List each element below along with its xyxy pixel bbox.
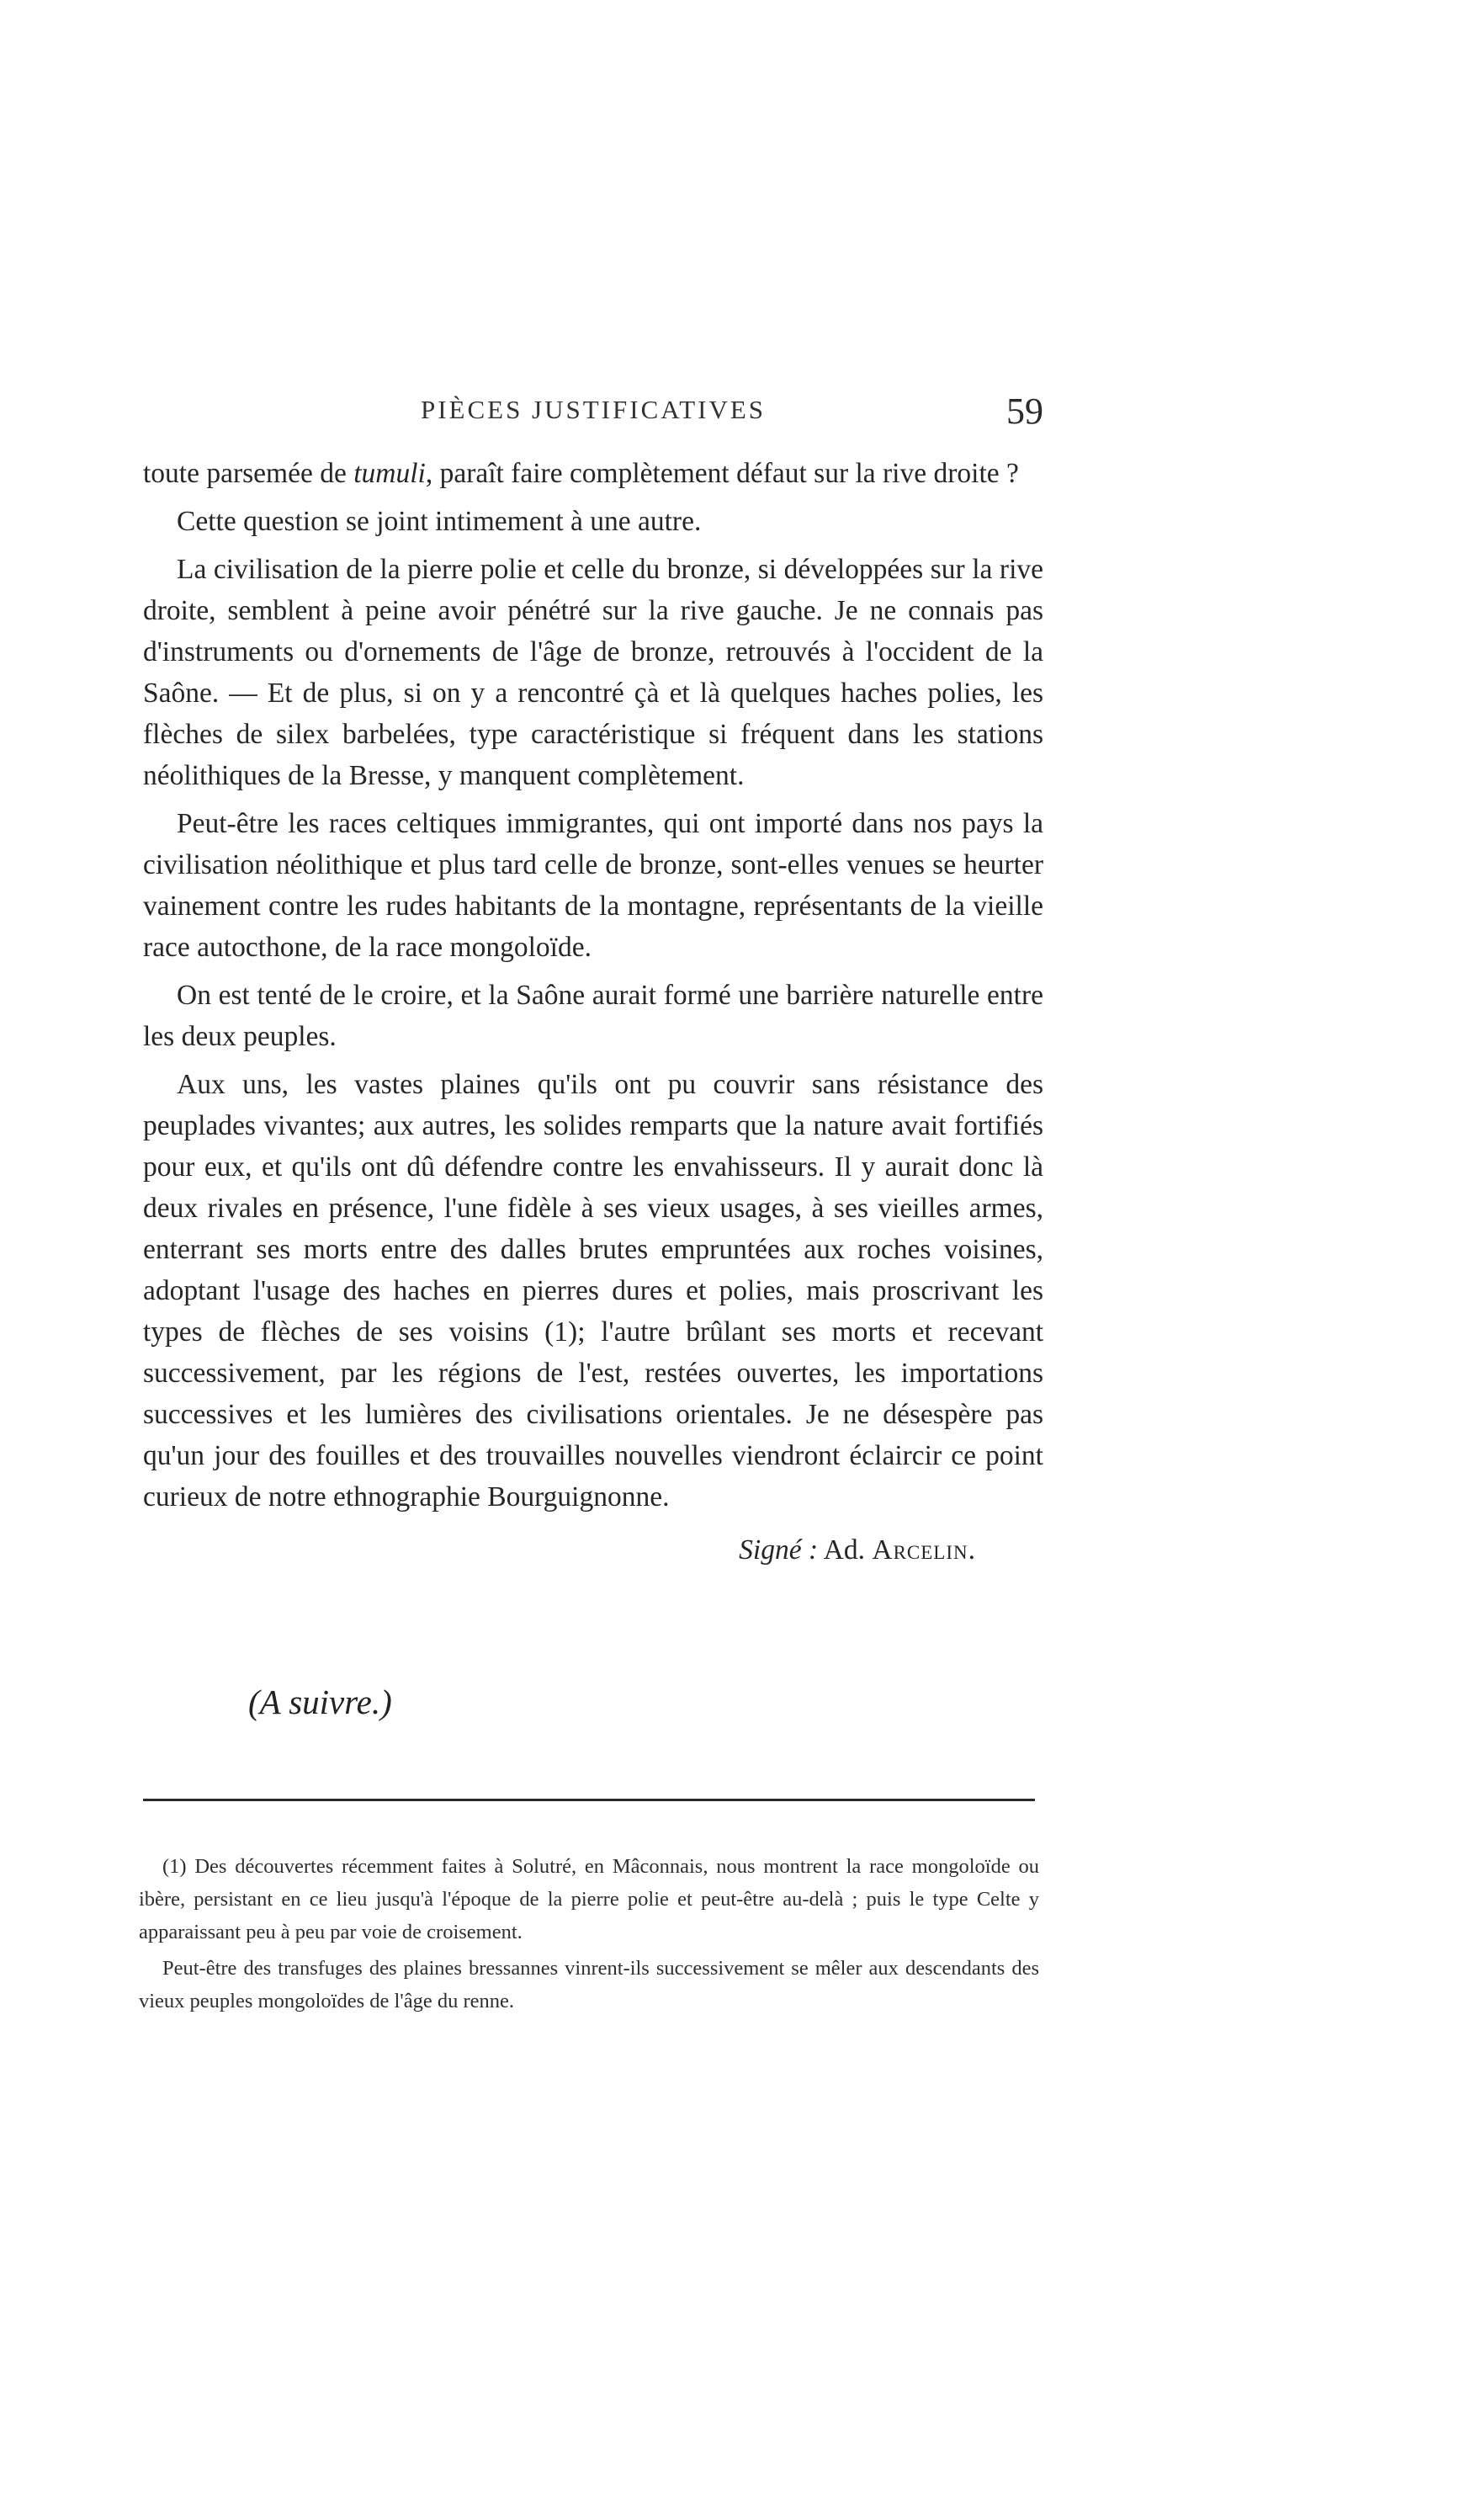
running-head: PIÈCES JUSTIFICATIVES	[420, 395, 767, 424]
signature-name-prefix: Ad.	[823, 1534, 865, 1566]
paragraph: Cette question se joint intimement à une autre.	[177, 506, 702, 537]
footnote: Peut-être des transfuges des plaines bressannes vinrent-ils successivement se mêler aux descendants des vieux peuples mongoloïdes de l'âge du renne.	[139, 1957, 1039, 2012]
paragraph: On est tenté de le croire, et la Saône aurait formé une barrière naturelle entre les deux peuples.	[143, 980, 1043, 1052]
page-number: 59	[1006, 391, 1043, 432]
to-be-continued: (A suivre.)	[248, 1683, 392, 1721]
body-text	[143, 453, 1043, 1571]
paragraph-continuation-end: , paraît faire complètement défaut sur la rive droite ?	[425, 458, 1019, 489]
signature-name: Arcelin.	[872, 1534, 976, 1566]
signature	[143, 1529, 1043, 1571]
paragraph: Peut-être les races celtiques immigrantes, qui ont importé dans nos pays la civilisation néolithique et plus tard celle de bronze, sont-elles venues se heurter vainement contre les rudes habitants de la montagne, représentants de la vieille race autocthone, de la race mongoloïde.	[143, 808, 1043, 963]
tumuli-term: tumuli	[353, 458, 426, 489]
signature-label: Signé :	[739, 1534, 819, 1566]
paragraph: La civilisation de la pierre polie et celle du bronze, si développées sur la rive droite, semblent à peine avoir pénétré sur la rive gauche. Je ne connais pas d'instruments ou d'ornements de l'âge de bronze, retrouvés à l'occident de la Saône. — Et de plus, si on y a rencontré çà et là quelques haches polies, les flèches de silex barbelées, type caractéristique si fréquent dans les stations néolithiques de la Bresse, y manquent complètement.	[143, 554, 1043, 791]
footnote-divider	[143, 1799, 1035, 1801]
footnotes	[139, 1850, 1039, 2018]
footnote: (1) Des découvertes récemment faites à Solutré, en Mâconnais, nous montrent la race mongoloïde ou ibère, persistant en ce lieu jusqu'à l'époque de la pierre polie et peut-être au-delà ; puis le type Celte y apparaissant peu à peu par voie de croisement.	[139, 1855, 1039, 1943]
paragraph-continuation-start: toute parsemée de	[143, 458, 354, 489]
paragraph-continuation	[143, 453, 1043, 494]
page-header	[143, 383, 1043, 442]
paragraph: Aux uns, les vastes plaines qu'ils ont pu couvrir sans résistance des peuplades vivantes; aux autres, les solides remparts que la nature avait fortifiés pour eux, et qu'ils ont dû défendre contre les envahisseurs. Il y aurait donc là deux rivales en présence, l'une fidèle à ses vieux usages, à ses vieilles armes, enterrant ses morts entre des dalles brutes empruntées aux roches voisines, adoptant l'usage des haches en pierres dures et polies, mais proscrivant les types de flèches de ses voisins (1); l'autre brûlant ses morts et recevant successivement, par les régions de l'est, restées ouvertes, les importations successives et les lumières des civilisations orientales. Je ne désespère pas qu'un jour des fouilles et des trouvailles nouvelles viendront éclaircir ce point curieux de notre ethnographie Bourguignonne.	[143, 1069, 1043, 1513]
